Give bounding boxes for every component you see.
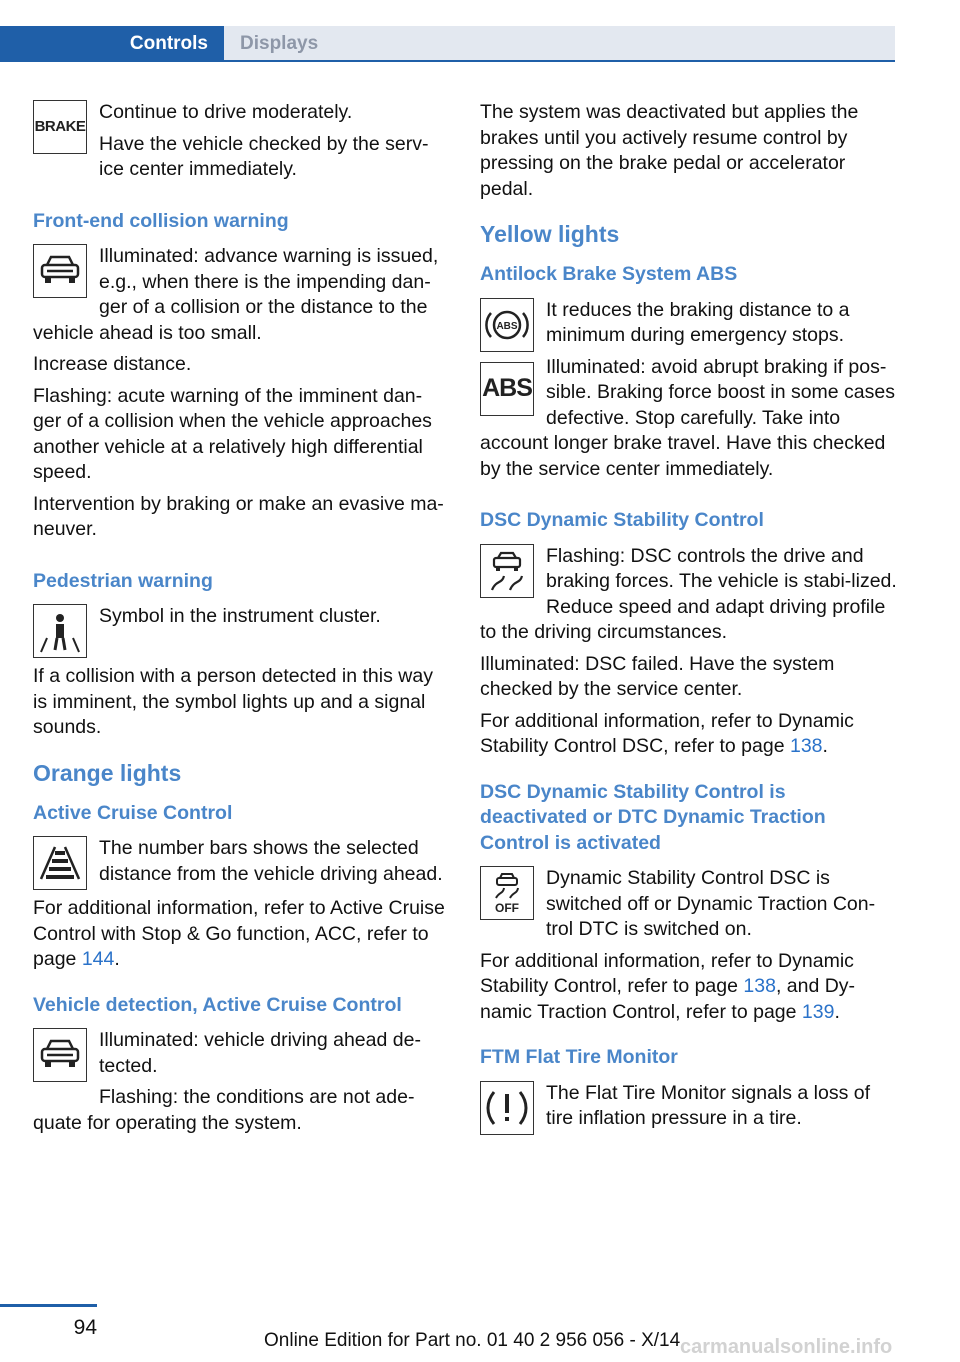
edition-text: Online Edition for Part no. 01 40 2 956 056 - X/14 (264, 1330, 681, 1351)
abs-text-icon: ABS (480, 362, 534, 416)
section-tab-bar (0, 0, 895, 60)
abs-circle-icon (480, 298, 534, 352)
acc-text-1: The number bars shows the selected distance from the vehicle driving ahead. (99, 837, 443, 885)
dsc-text-2: Illuminated: DSC failed. Have the system checked by the service center. (480, 652, 835, 700)
brake-text-2: Have the vehicle checked by the serv‐ice center immediately. (99, 132, 429, 180)
dsc-off-text-1: Dynamic Stability Control DSC is switched off or Dynamic Traction Con‐trol DTC is switched on. (546, 867, 876, 940)
page-number: 94 (73, 1316, 97, 1339)
page-link-138[interactable]: 138 (789, 735, 823, 757)
ftm-text-1: The Flat Tire Monitor signals a loss of tire inflation pressure in a tire. (546, 1081, 871, 1129)
svg-text:ABS: ABS (496, 320, 518, 332)
front-collision-text-1: Illuminated: advance warning is issued, e.g., when there is the impending dan‐ger of a collision or the distance to the vehicle ahead is too small. (33, 245, 439, 344)
front-collision-car-icon (33, 244, 87, 298)
pedestrian-heading: Pedestrian warning (33, 569, 213, 592)
ftm-heading: FTM Flat Tire Monitor (480, 1046, 678, 1068)
pedestrian-text-2: If a collision with a person detected in this way is imminent, the symbol lights up and a signal sounds. (33, 665, 433, 738)
abs-icon-stack (480, 298, 534, 416)
left-column (33, 100, 448, 1142)
vehicle-detection-text-1: Illuminated: vehicle driving ahead de‐tected. (99, 1029, 421, 1077)
watermark: carmanualsonline.info (680, 1336, 893, 1358)
acc-heading: Active Cruise Control (33, 801, 233, 824)
page-link-144[interactable]: 144 (81, 948, 115, 970)
acc-text-2: For additional information, refer to Active Cruise Control with Stop & Go function, ACC, refer to page 144. (33, 897, 445, 970)
vehicle-detection-text-2: Flashing: the conditions are not ade‐quate for operating the system. (33, 1086, 415, 1134)
dsc-off-heading: DSC Dynamic Stability Control is deactivated or DTC Dynamic Traction Control is activated (480, 780, 826, 854)
abs-heading: Antilock Brake System ABS (480, 263, 738, 285)
flat-tire-icon (480, 1081, 534, 1135)
tab-displays[interactable]: Displays (224, 26, 895, 62)
orange-lights-heading: Orange lights (33, 759, 182, 786)
front-collision-text-4: Intervention by braking or make an evasive ma‐neuver. (33, 492, 444, 540)
brake-warning-icon: BRAKE (33, 100, 87, 154)
abs-text-2: Illuminated: avoid abrupt braking if pos‐sible. Braking force boost in some cases defective. Stop carefully. Take into account longer brake travel. Have this checked by the service center immediately. (480, 355, 896, 480)
dsc-text-3: For additional information, refer to Dynamic Stability Control DSC, refer to page 138. (480, 709, 854, 757)
right-column (480, 100, 898, 1141)
dsc-text-1: Flashing: DSC controls the drive and braking forces. The vehicle is stabi‐lized. Reduce speed and adapt driving profile to the driving circumstances. (480, 544, 897, 643)
dsc-off-text-2: For additional information, refer to Dynamic Stability Control, refer to page 138, and Dy‐namic Traction Control, refer to page 139. (480, 949, 856, 1023)
page-link-139[interactable]: 139 (801, 1000, 835, 1023)
front-collision-heading: Front-end collision warning (33, 209, 289, 232)
abs-text-1: It reduces the braking distance to a minimum during emergency stops. (546, 298, 850, 346)
svg-text:OFF: OFF (495, 901, 519, 915)
brake-text-1: Continue to drive moderately. (99, 101, 353, 123)
front-collision-text-2: Increase distance. (33, 353, 192, 375)
page-link-138[interactable]: 138 (743, 975, 776, 997)
front-collision-text-3: Flashing: acute warning of the imminent dan‐ger of a collision when the vehicle approaches another vehicle at a relatively high differential speed. (33, 384, 432, 483)
pedestrian-text-1: Symbol in the instrument cluster. (99, 605, 381, 627)
acc-distance-bars-icon (33, 836, 87, 890)
vehicle-detection-car-icon (33, 1028, 87, 1082)
dsc-heading: DSC Dynamic Stability Control (480, 509, 764, 531)
tab-divider (0, 60, 895, 62)
yellow-lights-heading: Yellow lights (480, 221, 620, 247)
dsc-skid-car-icon (480, 544, 534, 598)
system-deactivated-text: The system was deactivated but applies the brakes until you actively resume control by pressing on the brake pedal or accelerator pedal. (480, 101, 859, 200)
tab-controls[interactable]: Controls (0, 26, 224, 62)
dsc-off-icon (480, 866, 534, 920)
pedestrian-icon (33, 604, 87, 658)
footer-rule (0, 1304, 97, 1307)
vehicle-detection-heading: Vehicle detection, Active Cruise Control (33, 993, 402, 1016)
